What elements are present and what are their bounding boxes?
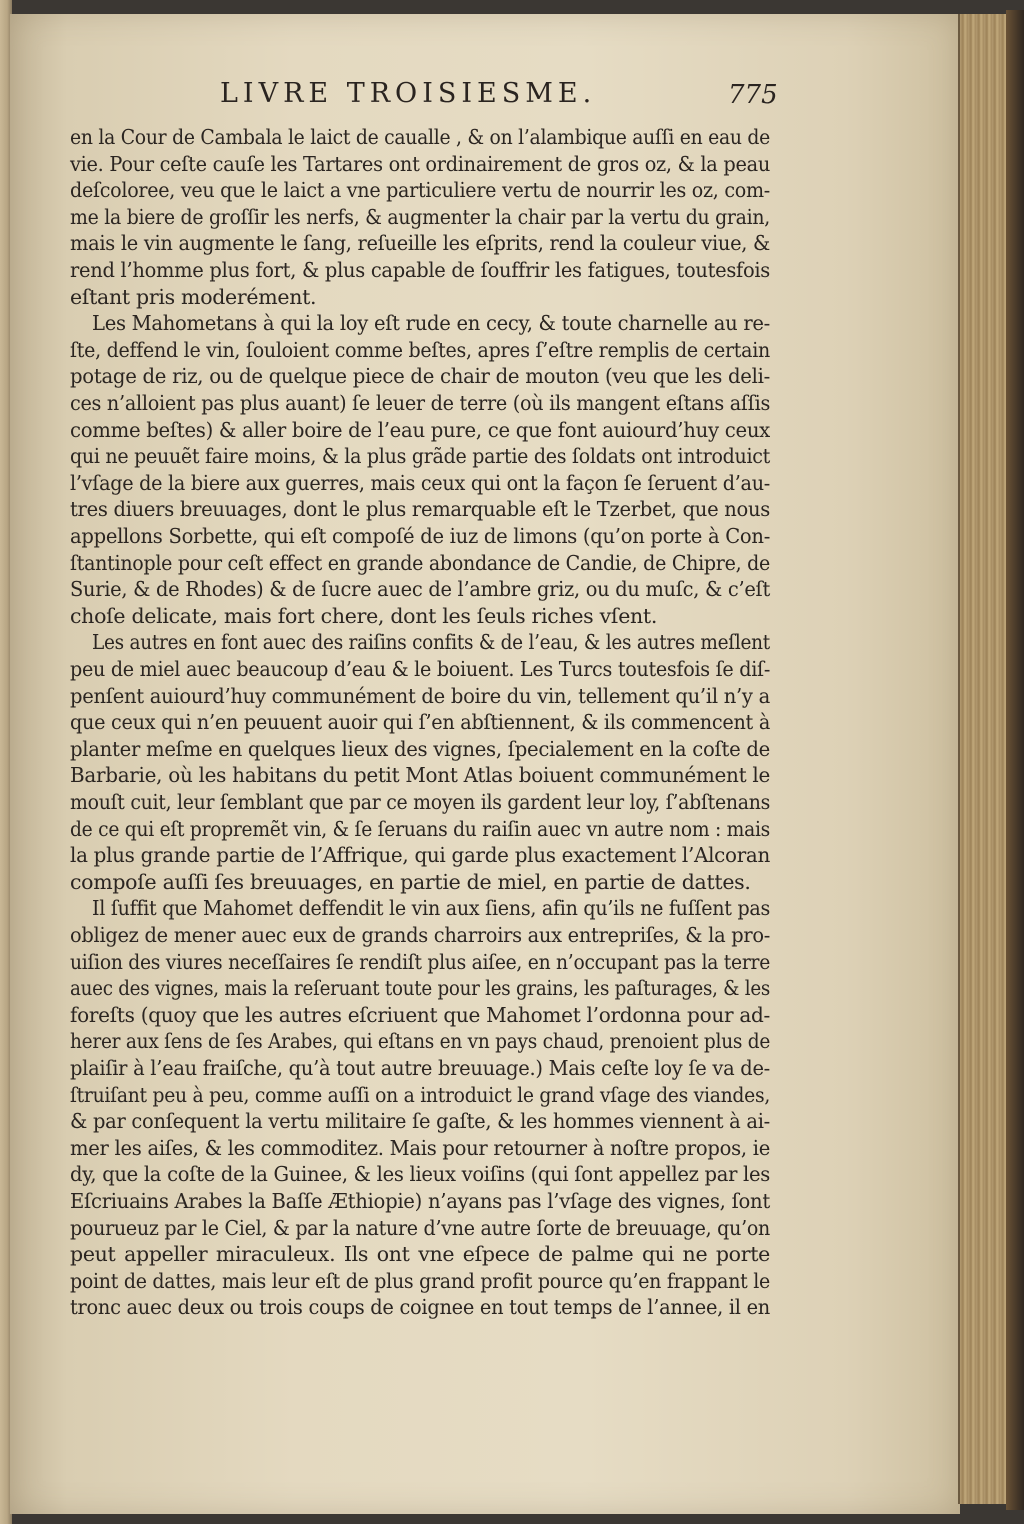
text-line: choſe delicate, mais fort chere, dont les ſeuls riches vſent. (70, 603, 658, 628)
text-line: ſtantinople pour ceſt effect en grande abondance de Candie, de Chipre, de (70, 550, 770, 575)
text-line: mouſt cuit, leur ſemblant que par ce moyen ils gardent leur loy, ſ’abſtenans (70, 790, 771, 814)
text-line: planter meſme en quelques lieux des vignes, ſpecialement en la coſte de (70, 736, 771, 761)
text-line: Il ſuffit que Mahomet deffendit le vin aux ſiens, afin qu’ils ne fuſſent pas (92, 896, 771, 921)
text-line: obligez de mener auec eux de grands charroirs aux entrepriſes, & la pro- (70, 923, 771, 947)
text-line: & par conſequent la vertu militaire ſe gaſte, & les hommes viennent à ai- (70, 1109, 770, 1134)
text-line: deſcoloree, veu que le laict a vne particuliere vertu de nourrir les oz, com- (70, 178, 770, 203)
text-line: me la biere de groſſir les nerfs, & augmenter la chair par la vertu du grain, (70, 204, 771, 229)
text-line: tres diuers breuuages, dont le plus remarquable eſt le Tzerbet, que nous (70, 497, 771, 522)
page-stack-edge (958, 14, 1010, 1504)
text-line: Barbarie, où les habitans du petit Mont Atlas boiuent communément le (70, 763, 770, 788)
text-line: herer aux ſens de ſes Arabes, qui eſtans en vn pays chaud, prenoient plus de (70, 1029, 771, 1054)
text-line: compoſe auſſi ſes breuuages, en partie de miel, en partie de dattes. (70, 869, 751, 894)
text-line: mer les aiſes, & les commoditez. Mais pour retourner à noſtre propos, ie (70, 1135, 770, 1160)
text-line: mais le vin augmente le ſang, reſueille les eſprits, rend la couleur viue, & (70, 231, 771, 256)
text-line: comme beſtes) & aller boire de l’eau pure, ce que font auiourd’huy ceux (70, 417, 770, 442)
text-line: penſent auiourd’huy communément de boire du vin, tellement qu’il n’y a (70, 683, 770, 708)
text-line: l’vſage de la biere aux guerres, mais ceux qui ont la façon ſe ſeruent d’au- (70, 470, 771, 495)
text-line: eſtant pris moderément. (70, 284, 317, 309)
text-line: potage de riz, ou de quelque piece de chair de mouton (veu que les deli- (70, 364, 771, 389)
text-line: la plus grande partie de l’Affrique, qui garde plus exactement l’Alcoran (70, 843, 770, 868)
text-line: rend l’homme plus fort, & plus capable de ſouffrir les fatigues, toutesfois (70, 258, 771, 282)
text-line: auec des vignes, mais la reſeruant toute pour les grains, les paſturages, & les (70, 976, 771, 1001)
text-line: uiſion des viures neceſſaires ſe rendiſt plus aiſee, en n’occupant pas la terre (70, 949, 771, 974)
text-line: qui ne peuuẽt faire moins, & la plus grãde partie des ſoldats ont introduict (70, 444, 771, 469)
text-line: de ce qui eſt propremẽt vin, & ſe ſeruans du raiſin auec vn autre nom : mais (70, 816, 770, 841)
text-line: point de dattes, mais leur eſt de plus grand profit pource qu’en frappant le (70, 1268, 770, 1293)
text-line: peut appeller miraculeux. Ils ont vne eſpece de palme qui ne porte (70, 1242, 770, 1267)
text-line: pourueuz par le Ciel, & par la nature d’vne autre ſorte de breuuage, qu’on (70, 1215, 771, 1240)
text-line: en la Cour de Cambala le laict de caualle , & on l’alambique auſſi en eau de (70, 125, 771, 149)
text-line: Les autres en font auec des raiſins confits & de l’eau, & les autres meſlent (92, 630, 770, 655)
text-line: ſte, deffend le vin, ſouloient comme beſtes, apres ſ’eſtre remplis de certain (70, 337, 770, 362)
text-line: tronc auec deux ou trois coups de coignee en tout temps de l’annee, il en (70, 1295, 770, 1320)
text-line: vie. Pour ceſte cauſe les Tartares ont ordinairement de gros oz, & la peau (70, 151, 771, 176)
text-line: Eſcriuains Arabes la Baſſe Æthiopie) n’ayans pas l’vſage des vignes, ſont (70, 1189, 770, 1213)
page-header (200, 78, 780, 118)
text-line: que ceux qui n’en peuuent auoir qui ſ’en abſtiennent, & ils commencent à (70, 710, 771, 735)
running-head: LIVRE TROISIESME. (220, 78, 597, 109)
text-line: peu de miel auec beaucoup d’eau & le boiuent. Les Turcs toutesfois ſe diſ- (70, 657, 771, 681)
text-line: ſtruiſant peu à peu, comme auſſi on a introduict le grand vſage des viandes, (70, 1082, 771, 1107)
text-line: plaiſir à l’eau fraiſche, qu’à tout autre breuuage.) Mais ceſte loy ſe va de- (70, 1056, 770, 1080)
text-line: ces n’alloient pas plus auant) ſe leuer de terre (où ils mangent eſtans aſſis (70, 391, 771, 415)
book-cover-edge (1006, 10, 1024, 1510)
page-number: 775 (728, 80, 778, 110)
text-line: Surie, & de Rhodes) & de ſucre auec de l’ambre griz, ou du muſc, & c’eſt (70, 577, 770, 602)
text-line: appellons Sorbette, qui eſt compoſé de iuz de limons (qu’on porte à Con- (70, 524, 771, 548)
text-line: dy, que la coſte de la Guinee, & les lieux voiſins (qui ſont appellez par les (70, 1162, 771, 1187)
text-line: Les Mahometans à qui la loy eſt rude en cecy, & toute charnelle au re- (92, 311, 770, 336)
text-line: foreſts (quoy que les autres eſcriuent que Mahomet l’ordonna pour ad- (70, 1002, 770, 1027)
body-text (70, 124, 771, 1320)
